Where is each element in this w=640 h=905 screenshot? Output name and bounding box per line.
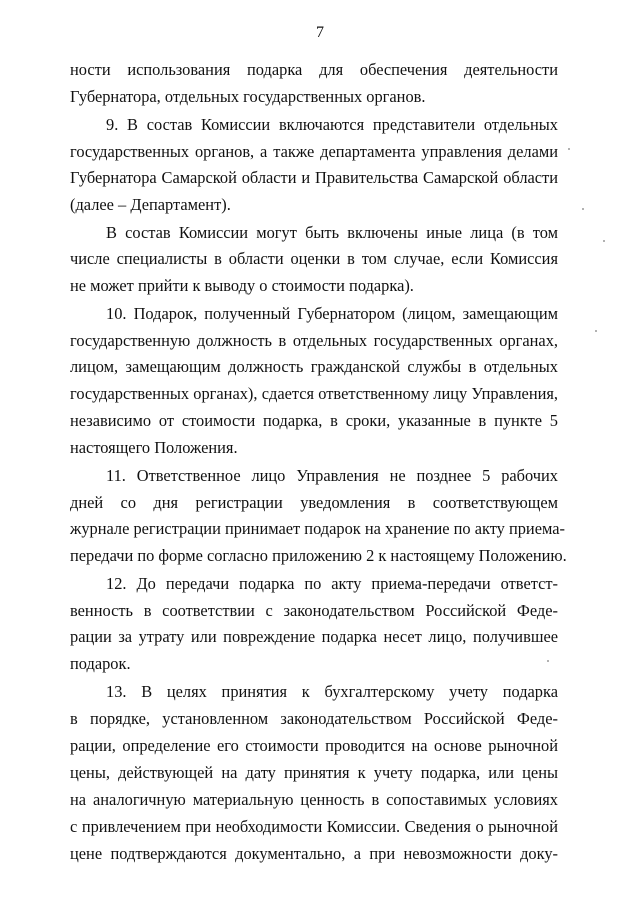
text-line: не может прийти к выводу о стоимости подарка). — [70, 276, 414, 295]
text-line: независимо от стоимости подарка, в сроки, указанные в пункте 5 — [70, 411, 558, 430]
text-line: государственных органов, а также департамента управления делами — [70, 142, 558, 161]
scan-speck — [595, 330, 597, 332]
text-line: настоящего Положения. — [70, 438, 238, 457]
text-line: лицом, замещающим должность гражданской службы в отдельных — [70, 357, 558, 376]
text-line: числе специалисты в области оценки в том случае, если Комиссия — [70, 249, 558, 268]
text-line: Губернатора, отдельных государственных органов. — [70, 87, 426, 106]
text-line: на аналогичную материальную ценность в сопоставимых условиях — [70, 790, 558, 809]
scan-speck — [547, 660, 549, 662]
text-line: государственных органах), сдается ответственному лицу Управления, — [70, 384, 558, 403]
text-line: 9. В состав Комиссии включаются представители отдельных — [106, 115, 558, 134]
text-line: государственную должность в отдельных государственных органах, — [70, 331, 558, 350]
text-line: журнале регистрации принимает подарок на хранение по акту приема- — [70, 519, 565, 538]
text-line: цены, действующей на дату принятия к учету подарка, или цены — [70, 763, 558, 782]
text-line: с привлечением при необходимости Комиссии. Сведения о рыночной — [70, 817, 558, 836]
text-line: 12. До передачи подарка по акту приема-передачи ответст- — [106, 574, 558, 593]
scan-speck — [603, 240, 605, 242]
page-number: 7 — [316, 24, 324, 41]
text-line: рации за утрату или повреждение подарка несет лицо, получившее — [70, 627, 558, 646]
text-line: 10. Подарок, полученный Губернатором (лицом, замещающим — [106, 304, 558, 323]
text-line: дней со дня регистрации уведомления в соответствующем — [70, 493, 558, 512]
text-line: В состав Комиссии могут быть включены иные лица (в том — [106, 223, 558, 242]
text-line: ности использования подарка для обеспечения деятельности — [70, 60, 558, 79]
text-line: передачи по форме согласно приложению 2 к настоящему Положению. — [70, 546, 567, 565]
text-line: цене подтверждаются документально, а при невозможности доку- — [70, 844, 558, 863]
text-line: венность в соответствии с законодательством Российской Феде- — [70, 601, 558, 620]
text-line: 11. Ответственное лицо Управления не позднее 5 рабочих — [106, 466, 558, 485]
text-line: в порядке, установленном законодательством Российской Феде- — [70, 709, 558, 728]
text-line: (далее – Департамент). — [70, 195, 231, 214]
text-line: Губернатора Самарской области и Правительства Самарской области — [70, 168, 558, 187]
scan-speck — [568, 148, 570, 150]
text-line: рации, определение его стоимости проводится на основе рыночной — [70, 736, 558, 755]
scan-speck — [582, 208, 584, 210]
text-line: подарок. — [70, 654, 131, 673]
text-line: 13. В целях принятия к бухгалтерскому учету подарка — [106, 682, 558, 701]
